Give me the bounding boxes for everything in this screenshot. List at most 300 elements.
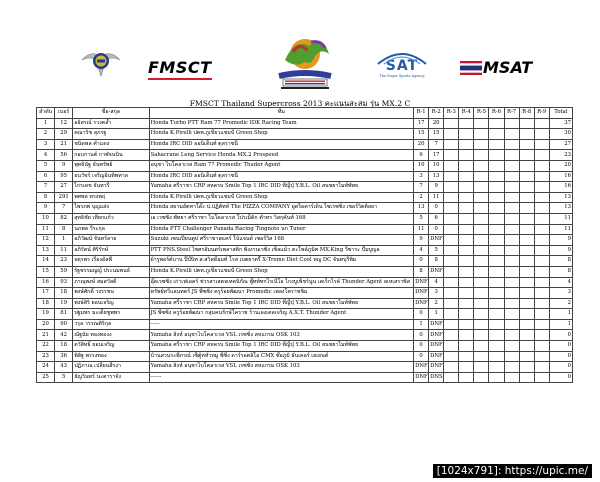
cell-rank: 9 (37, 203, 55, 214)
cell-r1: 9 (414, 235, 429, 246)
cell-r2: 4 (429, 277, 444, 288)
cell-r6 (489, 319, 504, 330)
table-row (37, 330, 573, 341)
cell-r5 (474, 372, 489, 383)
table-row (37, 362, 573, 373)
cell-r2: 5 (429, 245, 444, 256)
col-r5: R-5 (474, 108, 489, 119)
results-title: FMSCT Thailand Supercross 2013 คะแนนสะสม รุ่น MX.2 C (189, 99, 411, 108)
cell-team: Honda IRC DID ออนิเด็นท์ ตุลราชนี (149, 139, 413, 150)
cell-total: 1 (549, 319, 572, 330)
cell-r1: 8 (414, 266, 429, 277)
cell-team: ผ้ารูพอร์ต์บาน ปิ๊บ๊บิท ส.สวิสดิ้อมท์ โรส เบตยาตรี้ X-Treme Diet Cool หญู DC จันทบุรีพิม (149, 256, 413, 267)
cell-rank: 23 (37, 351, 55, 362)
cell-r3 (444, 171, 459, 182)
sponsor-logo-strip (40, 28, 560, 98)
col-r1: R-1 (414, 108, 429, 119)
cell-rider-name: คณาริช สุภรฐ (73, 129, 149, 140)
cell-r9 (534, 341, 549, 352)
cell-rider-name: ชนิดพล คำแดง (73, 139, 149, 150)
cell-r5 (474, 171, 489, 182)
cell-total: 16 (549, 171, 572, 182)
cell-r3 (444, 298, 459, 309)
cell-r9 (534, 192, 549, 203)
cell-r7 (504, 309, 519, 320)
table-row (37, 288, 573, 299)
cell-team: บ้านสวนระพีภรณ์ เซ็ตู้ทหัวหมู พีซี่ง ดาร์รอตลิโอ CMX ซ๊อภูมิ ธันเคอร์ เยเยนต์ (149, 351, 413, 362)
cell-r9 (534, 288, 549, 299)
col-rank: ลำดับ (37, 108, 55, 119)
cell-r1: 0 (414, 351, 429, 362)
cell-rider-name: ธัญวินทร์ นะตาราจัง (73, 372, 149, 383)
cell-r5 (474, 118, 489, 129)
cell-r9 (534, 213, 549, 224)
cell-total: 30 (549, 129, 572, 140)
cell-r6 (489, 266, 504, 277)
cell-number: 43 (55, 362, 73, 373)
cell-r1: 10 (414, 160, 429, 171)
cell-number: 8 (55, 224, 73, 235)
cell-r5 (474, 213, 489, 224)
cell-r3 (444, 351, 459, 362)
cell-rider-name: กอบกานต์ กาฬจนนิน (73, 150, 149, 161)
cell-team: ------ (149, 372, 413, 383)
cell-r8 (519, 171, 534, 182)
cell-number: 1 (55, 235, 73, 246)
cell-r1: 6 (414, 150, 429, 161)
table-row (37, 192, 573, 203)
cell-rider-name: ตวัสิทธิ์ ยอนเจริญ (73, 341, 149, 352)
col-r8: R-8 (519, 108, 534, 119)
cell-team: Yamaha ศรีราชา CRP สหครบ Smile Top 1 IRC DID ที่ญี่ปุ่ Y.B.L. Oil สนชยาไมท์พัทย (149, 341, 413, 352)
cell-number: 36 (55, 351, 73, 362)
cell-team: เอ เรซซิ่ง พัทยา ศรีราชา ไบโคลาเรส โปรเม็ดิก ตำทร วิสกุคันท์ 168 (149, 213, 413, 224)
cell-r1: 1 (414, 319, 429, 330)
cell-number: 59 (55, 266, 73, 277)
cell-rider-name: พศพล ทรงพฤ่ (73, 192, 149, 203)
cell-r1: DNF (414, 298, 429, 309)
table-row (37, 118, 573, 129)
cell-r8 (519, 150, 534, 161)
cell-r1: 0 (414, 309, 429, 320)
cell-number: 21 (55, 139, 73, 150)
cell-rider-name: ธนวัชร์ เจริญอินทิพทาล (73, 171, 149, 182)
msat-logo (460, 58, 532, 77)
cell-rider-name: ไกรเดช จันทวรี (73, 182, 149, 193)
cell-team: Honda K.Pirelli ปตท.ภูเขียวแชมป์ Green Shop (149, 192, 413, 203)
cell-r8 (519, 372, 534, 383)
cell-r4 (459, 245, 474, 256)
cell-rank: 7 (37, 182, 55, 193)
cell-r1: DNF (414, 362, 429, 373)
cell-r7 (504, 139, 519, 150)
cell-total: 1 (549, 309, 572, 320)
cell-r2: DNF (429, 341, 444, 352)
cell-r6 (489, 118, 504, 129)
cell-r8 (519, 309, 534, 320)
cell-r7 (504, 330, 519, 341)
cell-total: 8 (549, 256, 572, 267)
cell-r7 (504, 182, 519, 193)
cell-rank: 17 (37, 288, 55, 299)
cell-team: Honda Turbo PTT Ram 77 Promedic IDK Racing Team (149, 118, 413, 129)
col-r4: R-4 (459, 108, 474, 119)
cell-rank: 16 (37, 277, 55, 288)
cell-r5 (474, 288, 489, 299)
cell-r4 (459, 118, 474, 129)
table-row (37, 298, 573, 309)
cell-r7 (504, 277, 519, 288)
cell-r3 (444, 192, 459, 203)
cell-total: 20 (549, 160, 572, 171)
sat-logo (372, 48, 432, 92)
cell-r4 (459, 150, 474, 161)
col-name: ชื่อ-สกุล (73, 108, 149, 119)
table-row (37, 224, 573, 235)
cell-r2: 7 (429, 139, 444, 150)
cell-r9 (534, 362, 549, 373)
cell-r8 (519, 224, 534, 235)
table-body (37, 118, 573, 383)
cell-rider-name: รัฐชรรมญญ์ ประนมพนธ์ (73, 266, 149, 277)
cell-r9 (534, 330, 549, 341)
cell-number: 90 (55, 319, 73, 330)
cell-r3 (444, 330, 459, 341)
cell-r5 (474, 319, 489, 330)
cell-r4 (459, 224, 474, 235)
cell-r9 (534, 319, 549, 330)
cell-r9 (534, 351, 549, 362)
cell-r4 (459, 192, 474, 203)
table-row (37, 245, 573, 256)
fim-asia-logo (80, 46, 122, 80)
cell-r6 (489, 330, 504, 341)
cell-team: อุ๊ดเรซซิ่ง เก่าเฟเอคร์ ช่วรสาเสตจเทคนิกัณ พู๊ทท์ทกไรเนีโอ ไกงบูเพ็ชร์นูน เคเร็กไรค์ Thunder Agent สเหเสราซิส (149, 277, 413, 288)
cell-r6 (489, 203, 504, 214)
cell-total: 11 (549, 224, 572, 235)
cell-r1: 0 (414, 256, 429, 267)
cell-r7 (504, 192, 519, 203)
cell-number: 93 (55, 277, 73, 288)
cell-total: 0 (549, 330, 572, 341)
cell-rider-name: ณัฐนัย ทองทองง (73, 330, 149, 341)
table-header-row (37, 108, 573, 119)
cell-r5 (474, 160, 489, 171)
cell-number: 27 (55, 182, 73, 193)
cell-r4 (459, 203, 474, 214)
cell-team: PTT PNS.Steel ไชศรอัมนตร์เพลาสติก พิงงานเรซิ่ง เซ็ลแม้ว ตะโพล์ภูมิศ MX.King วีซาระ ปั๊มบูญล (149, 245, 413, 256)
cell-r9 (534, 298, 549, 309)
cell-r9 (534, 129, 549, 140)
cell-r6 (489, 182, 504, 193)
cell-r9 (534, 245, 549, 256)
cell-r1: 7 (414, 182, 429, 193)
cell-r8 (519, 341, 534, 352)
cell-r8 (519, 192, 534, 203)
table-row (37, 277, 573, 288)
cell-r6 (489, 341, 504, 352)
cell-team: Honda PTT Challenger Panada Racing Tingnote นก Tuner (149, 224, 413, 235)
table-row (37, 319, 573, 330)
cell-r6 (489, 235, 504, 246)
cell-r5 (474, 182, 489, 193)
cell-r6 (489, 139, 504, 150)
cell-rider-name: วรุล วรรณศิริกุล (73, 319, 149, 330)
cell-r5 (474, 351, 489, 362)
table-row (37, 372, 573, 383)
cell-r2: 11 (429, 192, 444, 203)
cell-r3 (444, 129, 459, 140)
cell-r9 (534, 224, 549, 235)
cell-r3 (444, 319, 459, 330)
cell-rank: 22 (37, 341, 55, 352)
cell-rank: 13 (37, 245, 55, 256)
cell-r9 (534, 182, 549, 193)
col-r7: R-7 (504, 108, 519, 119)
cell-r6 (489, 256, 504, 267)
cell-r5 (474, 341, 489, 352)
cell-team: อนุชา ไบโคลาเรส Ram 77 Promedic Thuder Agent (149, 160, 413, 171)
thai-flag-icon (460, 60, 482, 74)
cell-r4 (459, 319, 474, 330)
cell-total: 8 (549, 266, 572, 277)
cell-r8 (519, 288, 534, 299)
cell-r6 (489, 213, 504, 224)
fmsct-logo-underline (148, 78, 212, 80)
cell-rank: 21 (37, 330, 55, 341)
cell-r8 (519, 203, 534, 214)
sat-logo-text: SAT (385, 58, 419, 74)
cell-r6 (489, 150, 504, 161)
cell-rank: 5 (37, 160, 55, 171)
cell-r2: 9 (429, 182, 444, 193)
cell-r2: 15 (429, 129, 444, 140)
cell-r5 (474, 203, 489, 214)
cell-r5 (474, 192, 489, 203)
cell-team: Honda สยามอัตทาโด๊ะ ป.ปฏิตัทห์ The PIZZA COMPANY ยูดร็อคาร์เดิน ไซเรซซิ่ง เชอร์วิตติ่ลยา (149, 203, 413, 214)
cell-r9 (534, 160, 549, 171)
cell-r1: 20 (414, 139, 429, 150)
cell-team: JS พีซซิ่ง ครูร้อยพัฒนา กลุ่มคนรักษ์โคราช ร้านเลงเตลเจริญ A.X.T. Thunder Agent (149, 309, 413, 320)
cell-r1: DNF (414, 372, 429, 383)
cell-number: 9 (55, 160, 73, 171)
cell-r3 (444, 256, 459, 267)
cell-r8 (519, 139, 534, 150)
cell-r3 (444, 362, 459, 373)
cell-r2: 2 (429, 298, 444, 309)
cell-r2: DNS (429, 372, 444, 383)
cell-total: 37 (549, 118, 572, 129)
cell-number: 95 (55, 171, 73, 182)
cell-r8 (519, 362, 534, 373)
cell-total: 0 (549, 362, 572, 373)
cell-r9 (534, 118, 549, 129)
cell-number: 23 (55, 256, 73, 267)
cell-r3 (444, 224, 459, 235)
cell-r3 (444, 213, 459, 224)
cell-r2: DNF (429, 319, 444, 330)
cell-r5 (474, 224, 489, 235)
table-row (37, 160, 573, 171)
cell-rank: 10 (37, 213, 55, 224)
table-row (37, 351, 573, 362)
col-r3: R-3 (444, 108, 459, 119)
cell-r5 (474, 330, 489, 341)
cell-r7 (504, 319, 519, 330)
table-row (37, 256, 573, 267)
cell-r7 (504, 266, 519, 277)
sat-logo-slogan: The Major Sports Agency (379, 74, 425, 78)
cell-total: 0 (549, 341, 572, 352)
cell-r8 (519, 129, 534, 140)
cell-r4 (459, 351, 474, 362)
cell-r2: 6 (429, 213, 444, 224)
cell-r2: 8 (429, 256, 444, 267)
cell-r3 (444, 203, 459, 214)
table-row (37, 266, 573, 277)
cell-rank: 6 (37, 171, 55, 182)
cell-r5 (474, 139, 489, 150)
cell-rank: 20 (37, 319, 55, 330)
cell-team: Sahacrane Leng Service Honda MX.2 Prospeed (149, 150, 413, 161)
table-row (37, 171, 573, 182)
cell-rider-name: พิสิฐ พรรงทอง (73, 351, 149, 362)
cell-r9 (534, 277, 549, 288)
cell-number: 56 (55, 150, 73, 161)
cell-team: Honda K.Pirelli ปตท.ภูเขียวแชมป์ Green Shop (149, 266, 413, 277)
cell-team: ----- (149, 319, 413, 330)
cell-r7 (504, 224, 519, 235)
cell-rider-name: อภิรัตน์ ศิริรักษ์ (73, 245, 149, 256)
cell-r1: DNF (414, 277, 429, 288)
cell-r8 (519, 182, 534, 193)
cell-rank: 18 (37, 298, 55, 309)
cell-number: 42 (55, 330, 73, 341)
cell-r1: 0 (414, 341, 429, 352)
cell-r6 (489, 160, 504, 171)
cell-r9 (534, 139, 549, 150)
cell-r6 (489, 277, 504, 288)
cell-rider-name: พงษ์ศักดิ์ วงรรชน (73, 288, 149, 299)
col-team: ทีม (149, 108, 413, 119)
cell-rank: 12 (37, 235, 55, 246)
cell-r7 (504, 362, 519, 373)
cell-team: Honda K.Pirelli ปตท.ภูเขียวแชมป์ Green Shop (149, 129, 413, 140)
cell-rank: 15 (37, 266, 55, 277)
cell-r9 (534, 266, 549, 277)
cell-total: 0 (549, 351, 572, 362)
cell-r3 (444, 160, 459, 171)
cell-r1: 15 (414, 129, 429, 140)
col-total: Total (549, 108, 572, 119)
cell-r4 (459, 362, 474, 373)
cell-r2: 0 (429, 203, 444, 214)
cell-r2: 13 (429, 171, 444, 182)
cell-r3 (444, 150, 459, 161)
cell-r1: 2 (414, 192, 429, 203)
cell-r9 (534, 256, 549, 267)
cell-r4 (459, 139, 474, 150)
cell-r4 (459, 266, 474, 277)
cell-r6 (489, 192, 504, 203)
cell-r1: DNF (414, 288, 429, 299)
cell-rank: 19 (37, 309, 55, 320)
cell-r4 (459, 213, 474, 224)
cell-r2: 3 (429, 288, 444, 299)
cell-r7 (504, 203, 519, 214)
cell-r4 (459, 256, 474, 267)
cell-r9 (534, 372, 549, 383)
points-table (36, 107, 573, 383)
cell-r1: 17 (414, 118, 429, 129)
cell-r7 (504, 213, 519, 224)
cell-total: 4 (549, 277, 572, 288)
col-r6: R-6 (489, 108, 504, 119)
cell-r4 (459, 372, 474, 383)
cell-r9 (534, 235, 549, 246)
cell-r7 (504, 351, 519, 362)
cell-r8 (519, 213, 534, 224)
cell-rank: 25 (37, 372, 55, 383)
cell-r4 (459, 182, 474, 193)
cell-r8 (519, 118, 534, 129)
cell-r3 (444, 245, 459, 256)
cell-r3 (444, 118, 459, 129)
cell-rank: 14 (37, 256, 55, 267)
cell-r8 (519, 277, 534, 288)
cell-number: 19 (55, 298, 73, 309)
cell-r4 (459, 129, 474, 140)
cell-r1: 0 (414, 330, 429, 341)
cell-r8 (519, 319, 534, 330)
cell-r4 (459, 160, 474, 171)
cell-r9 (534, 171, 549, 182)
cell-rider-name: ปฐมพร มะเต็ยชูพพร (73, 309, 149, 320)
cell-r5 (474, 256, 489, 267)
cell-r7 (504, 235, 519, 246)
cell-r4 (459, 309, 474, 320)
cell-rank: 4 (37, 150, 55, 161)
cell-r6 (489, 372, 504, 383)
cell-number: 29 (55, 129, 73, 140)
cell-r3 (444, 288, 459, 299)
cell-r8 (519, 256, 534, 267)
cell-total: 9 (549, 245, 572, 256)
cell-r8 (519, 351, 534, 362)
cell-r3 (444, 309, 459, 320)
cell-r2: DNF (429, 266, 444, 277)
table-row (37, 139, 573, 150)
table-row (37, 150, 573, 161)
cell-r4 (459, 288, 474, 299)
cell-team: Yamaha สิงห์ อนุชาไบโคลาเรส VSL เรซซิ่ง สหแกรม OSK 103 (149, 330, 413, 341)
cell-r3 (444, 341, 459, 352)
cell-r5 (474, 298, 489, 309)
cell-r3 (444, 372, 459, 383)
cell-r4 (459, 171, 474, 182)
cell-rank: 2 (37, 129, 55, 140)
cell-rider-name: นภพล วีระกุล (73, 224, 149, 235)
cell-r7 (504, 341, 519, 352)
table-row (37, 213, 573, 224)
cell-rider-name: ปฏิภาณ เปลี่ยนสี่รงา (73, 362, 149, 373)
cell-rider-name: อธิสรณ์ รวงคล้ำ (73, 118, 149, 129)
cell-team: Yamaha สิงห์ อนุชาไบโคลาเรส VSL เรซซิ่ง สหแกรม OSK 103 (149, 362, 413, 373)
cell-r2: 10 (429, 160, 444, 171)
cell-number: 5 (55, 372, 73, 383)
cell-r6 (489, 309, 504, 320)
cell-rank: 8 (37, 192, 55, 203)
